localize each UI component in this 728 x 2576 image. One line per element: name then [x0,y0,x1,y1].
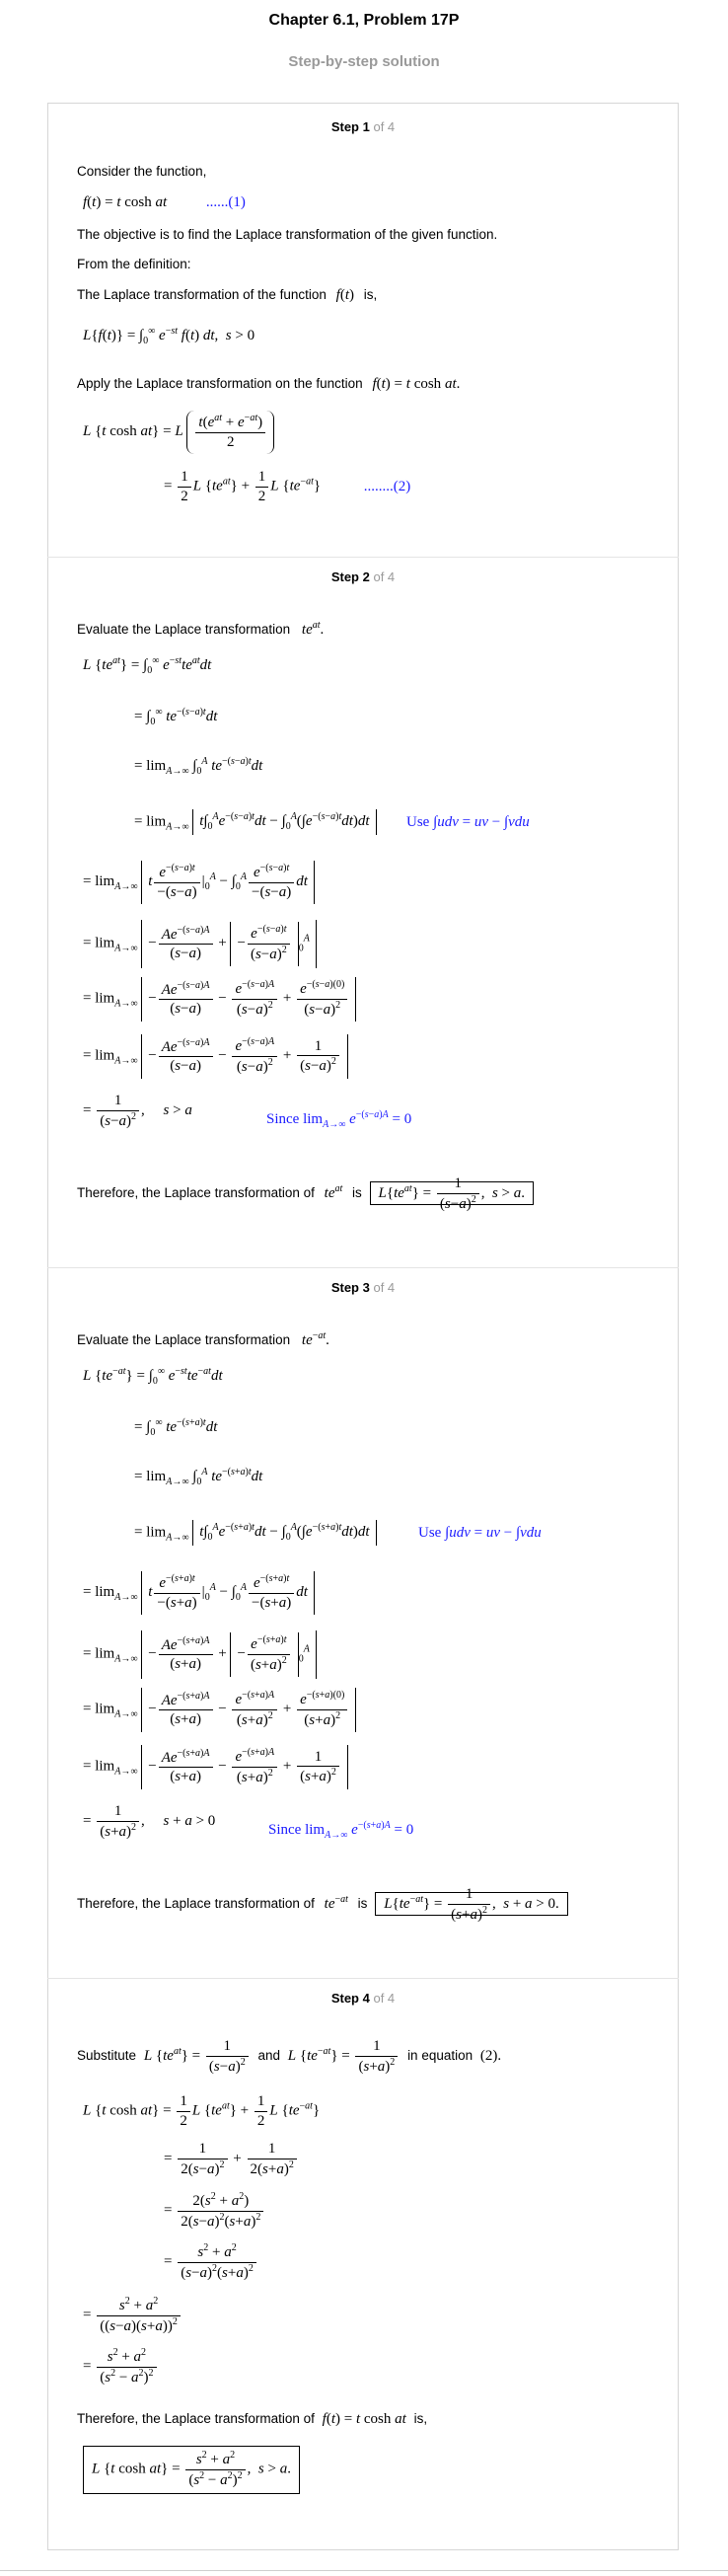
step-3-line-3: = $\lim_{A\to\infty} \int_0^A$ $te^{-(s+a)t}dt$ [134,1467,263,1487]
step-3-line-5: = $\lim_{A\to\infty} t$ $\frac{e^{-(s+a)t}}{-(s+a)}$ $|_0^A - \int_0^A$ $\frac{e^{-(s+a)t}}{-(s+a)}$ dt [83,1571,315,1615]
step-2-line-9: = $\frac{1}{(s-a)^2}$ , s > a [83,1093,192,1129]
step-2-evaluate: Evaluate the Laplace transformation $te^{at}$. [77,620,325,638]
step-4-line-4: = $\frac{s^2 + a^2}{(s-a)^2(s+a)^2}$ [164,2242,258,2283]
step-divider-1 [47,557,679,558]
step-3-line-9: = $\frac{1}{(s+a)^2}$ , s + a > 0 [83,1803,216,1840]
step-2-line-1: L $\{te^{at}\} = \int_0^\infty$ $e^{-st}te^{at}dt$ [83,655,212,676]
bottom-rule [0,2570,728,2571]
step-3-header: Step 3 of 4 [330,1280,396,1295]
step-3-line-1: L $\{te^{-at}\} = \int_0^\infty$ $e^{-st}te^{-at}dt$ [83,1366,223,1387]
step-2-line-4: = $\lim_{A\to\infty} t\int_0^Ae^{-(s-a)t}dt - \int_0^A(\int e^{-(s-a)t}dt)dt$ [134,809,377,835]
step-4-line-6: = $\frac{s^2 + a^2}{(s^2 - a^2)^2}$ [83,2347,159,2387]
step-1-equation-1: f(t) = t cosh at ......(1) [83,194,246,210]
step-3-evaluate: Evaluate the Laplace transformation $te^{-at}$. [77,1330,329,1348]
step-3-line-2: = $\int_0^\infty$ $te^{-(s+a)t}dt$ [134,1417,218,1438]
step-4-line-5: = $\frac{s^2 + a^2}{((s-a)(s+a))^2}$ [83,2296,182,2336]
step-4-line-1: L {t cosh at} = $\frac{1}{2}$ L $\{te^{at}\}$ + $\frac{1}{2}$ L $\{te^{-at}\}$ [83,2093,321,2129]
step-3-line-7: = $\lim_{A\to\infty}$ − $\frac{Ae^{-(s+a)A}}{(s+a)}$ − $\frac{e^{-(s+a)A}}{(s+a)^2}$ + $\frac{e^{-(s+a)(0)}}{(s+a)^2}$ [83,1688,356,1732]
step-2-since-note: Since $\lim_{A\to\infty} e^{-(s-a)A} = 0$ [266,1109,412,1130]
step-4-line-2: = $\frac{1}{2(s-a)^2}$ + $\frac{1}{2(s+a)^2}$ [164,2140,299,2179]
step-2-line-5: = $\lim_{A\to\infty} t$ $\frac{e^{-(s-a)t}}{-(s-a)}$ $|_0^A - \int_0^A$ $\frac{e^{-(s-a)t}}{-(s-a)}$ dt [83,861,315,904]
step-4-final-answer: L {t cosh at} = $\frac{s^2 + a^2}{(s^2 - a^2)^2}$ , s > a. [83,2446,300,2494]
step-2-header: Step 2 of 4 [330,569,396,584]
step-4-substitute: Substitute L $\{te^{at}\}$ = $\frac{1}{(s-a)^2}$ and L $\{te^{-at}\}$ = $\frac{1}{(s+a)^2}$ in equation (2). [77,2038,502,2075]
step-2-line-2: = $\int_0^\infty$ $te^{-(s-a)t}dt$ [134,707,218,727]
step-1-from-def: From the definition: [77,257,191,271]
step-divider-2 [47,1267,679,1268]
step-1-laplace-def: $L\{f(t)\} = \int_0^\infty$ $e^{-st}$ f(t) dt, s > 0 [83,326,255,346]
step-3-use-note: Use ∫udv = uv − ∫vdu [418,1525,542,1541]
step-1-transform-line-2: = $\frac{1}{2}$ L $\{te^{at}\}$ + $\frac{1}{2}$ L $\{te^{-at}\}$ ........(2) [164,469,411,504]
step-1-header: Step 1 of 4 [330,119,396,134]
step-2-line-6: = $\lim_{A\to\infty}$ − $\frac{Ae^{-(s-a)A}}{(s-a)}$ + − $\frac{e^{-(s-a)t}}{(s-a)^2}$ $_0^A$ [83,920,317,968]
step-1-objective: The objective is to find the Laplace transformation of the given function. [77,227,498,242]
step-divider-3 [47,1978,679,1979]
step-3-line-4: = $\lim_{A\to\infty} t\int_0^Ae^{-(s+a)t}dt - \int_0^A(\int e^{-(s+a)t}dt)dt$ [134,1520,377,1546]
step-3-therefore: Therefore, the Laplace transformation of $te^{-at}$ is $L\{te^{-at}\}$ = $\frac{1}{(s+a)^2}$ , s + a > 0. [77,1885,568,1925]
step-2-line-7: = $\lim_{A\to\infty}$ − $\frac{Ae^{-(s-a)A}}{(s-a)}$ − $\frac{e^{-(s-a)A}}{(s-a)^2}$ + $\frac{e^{-(s-a)(0)}}{(s-a)^2}$ [83,977,356,1022]
step-2-therefore: Therefore, the Laplace transformation of $te^{at}$ is $L\{te^{at}\}$ = $\frac{1}{(s-a)^2}$ , s > a. [77,1174,534,1214]
step-4-header: Step 4 of 4 [330,1991,396,2006]
step-4-therefore: Therefore, the Laplace transformation of f(t) = t cosh at is, [77,2411,428,2427]
step-2-line-8: = $\lim_{A\to\infty}$ − $\frac{Ae^{-(s-a)A}}{(s-a)}$ − $\frac{e^{-(s-a)A}}{(s-a)^2}$ + $\frac{1}{(s-a)^2}$ [83,1034,348,1079]
page-subtitle: Step-by-step solution [288,53,440,70]
step-4-line-3: = $\frac{2(s^2 + a^2)}{2(s-a)^2(s+a)^2}$ [164,2191,265,2232]
step-3-line-8: = $\lim_{A\to\infty}$ − $\frac{Ae^{-(s+a)A}}{(s+a)}$ − $\frac{e^{-(s+a)A}}{(s+a)^2}$ + $\frac{1}{(s+a)^2}$ [83,1745,348,1789]
step-1-transform-line-1: L {t cosh at} = L $\frac{t(e^{at} + e^{-at})}{2}$ [83,411,274,454]
step-2-use-note: Use ∫udv = uv − ∫vdu [406,814,530,830]
step-1-apply-text: Apply the Laplace transformation on the function f(t) = t cosh at. [77,376,461,392]
step-1-consider: Consider the function, [77,164,207,179]
step-3-since-note: Since $\lim_{A\to\infty} e^{-(s+a)A} = 0$ [268,1820,414,1841]
step-3-line-6: = $\lim_{A\to\infty}$ − $\frac{Ae^{-(s+a)A}}{(s+a)}$ + − $\frac{e^{-(s+a)t}}{(s+a)^2}$ $_0^A$ [83,1630,317,1679]
page-title: Chapter 6.1, Problem 17P [268,12,460,29]
step-1-laplace-def-text: The Laplace transformation of the function f(t) is, [77,287,378,303]
step-2-line-3: = $\lim_{A\to\infty} \int_0^A$ $te^{-(s-a)t}dt$ [134,756,263,777]
